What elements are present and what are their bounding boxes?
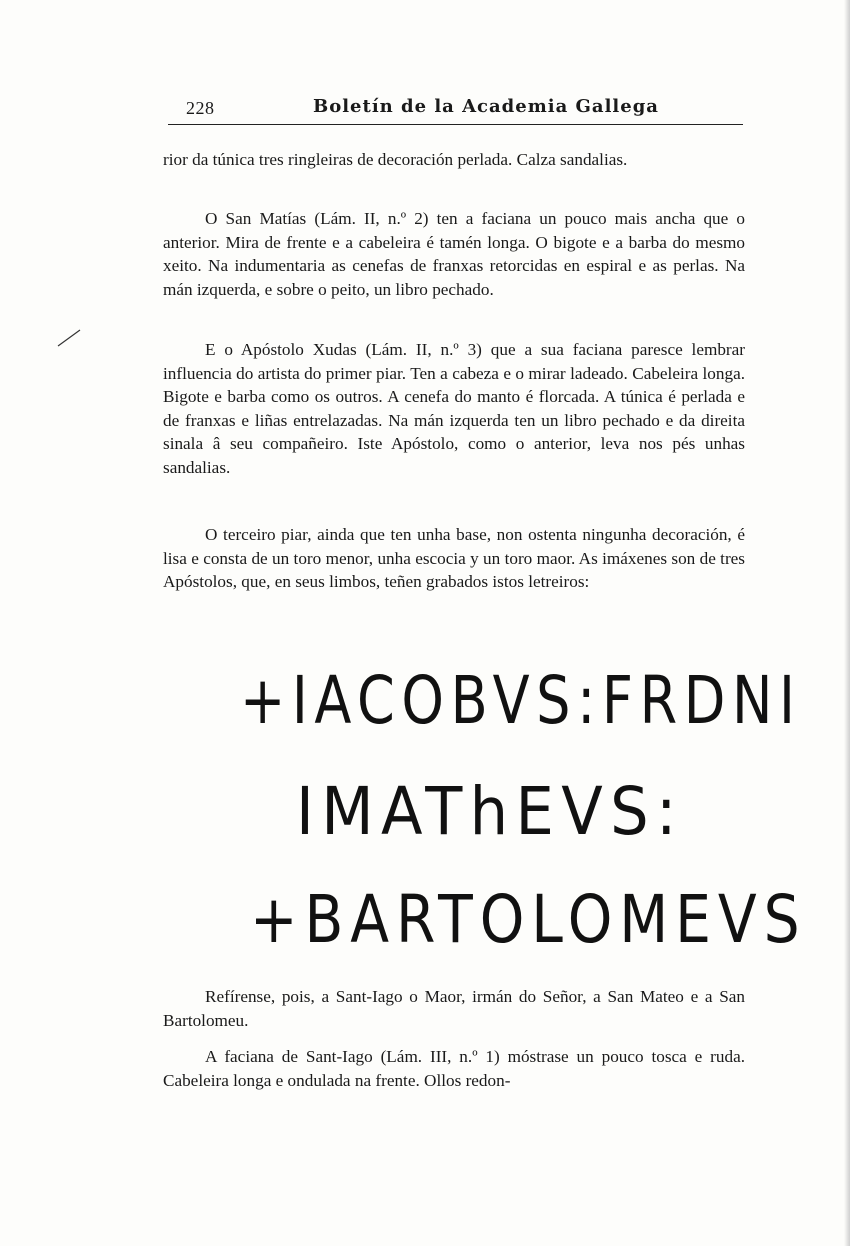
header-rule [168,124,743,125]
inscription-bartolomeus: +BARTOLOMEVS [250,881,807,958]
binding-edge [844,0,850,1246]
paragraph: O terceiro piar, ainda que ten unha base, non ostenta ningunha decoración, é lisa e consta de un toro menor, unha escocia y un toro maor. As imáxenes son de tres Apóstolos, que, en seus limbos, teñen grabados istos letreiros: [163,525,745,592]
inscription-iacobus: +IACOBVS:FRDNI [240,662,802,739]
paragraph: O San Matías (Lám. II, n.º 2) ten a faciana un pouco mais ancha que o anterior. Mira de frente e a cabeleira é tamén longa. O bigote e a barba do mesmo xeito. Na indumentaria as cenefas de franxas retorcidas en espiral e as perlas. Na mán izquerda, e sobre o peito, un libro pechado. [163,209,745,299]
paragraph: Refírense, pois, a Sant-Iago o Maor, irmán do Señor, a San Mateo e a San Bartolomeu. [163,987,745,1030]
inscription-imatheus: IMAThEVS: [296,773,684,850]
paragraph: A faciana de Sant-Iago (Lám. III, n.º 1) móstrase un pouco tosca e ruda. Cabeleira longa e ondulada na frente. Ollos redon- [163,1047,745,1090]
paragraph: rior da túnica tres ringleiras de decoración perlada. Calza sandalias. [163,150,628,169]
running-header [168,96,743,126]
running-title: Boletín de la Academia Gallega [313,96,659,117]
paragraph: E o Apóstolo Xudas (Lám. II, n.º 3) que a sua faciana paresce lembrar influencia do artista do primer piar. Ten a cabeza e o mirar ladeado. Cabeleira longa. Bigote e barba como os outros. A cenefa do manto é florcada. A túnica é perlada e de franxas e liñas entrelazadas. Na mán izquerda ten un libro pechado e da direita sinala â seu compañeiro. Iste Apóstolo, como o anterior, leva nos pés unhas sandalias. [163,340,745,477]
page-number: 228 [186,98,215,118]
margin-pencil-mark [58,328,88,358]
